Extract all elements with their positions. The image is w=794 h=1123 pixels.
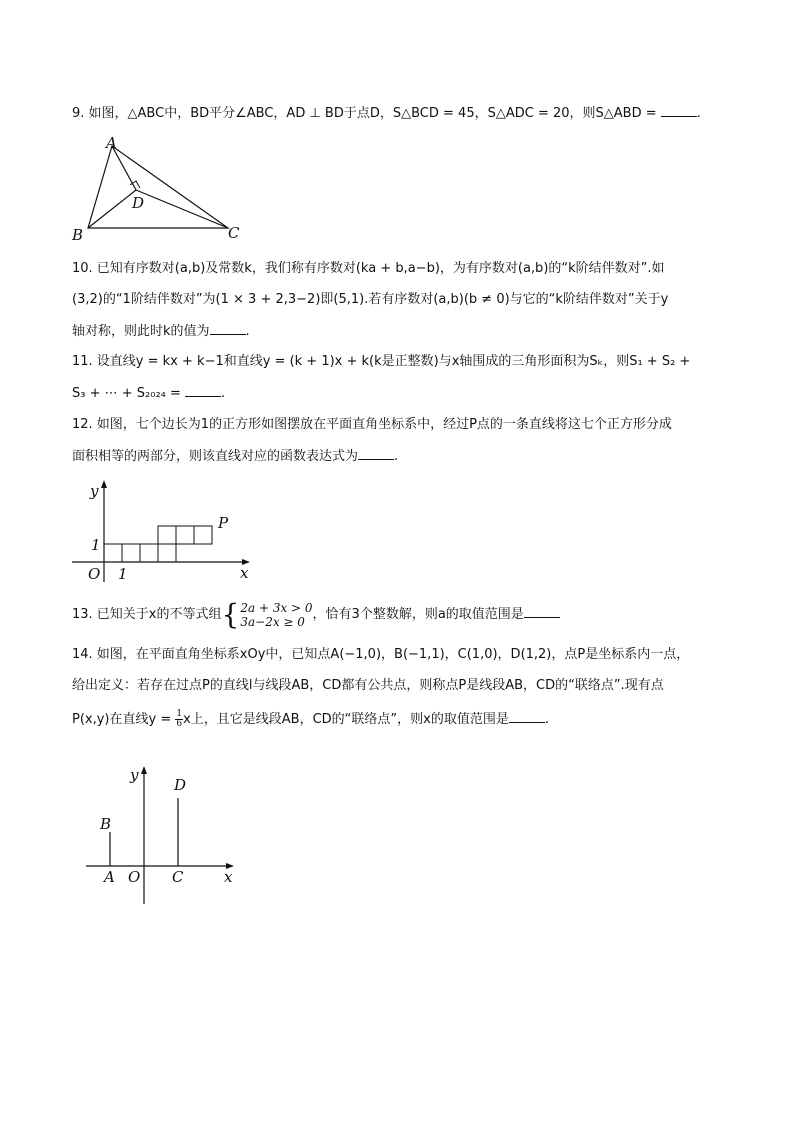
label-one-x: 1 <box>118 565 128 583</box>
q9-statement: 9. 如图，△ABC中，BD平分∠ABC，AD ⊥ BD于点D，S△BCD = 45，S△ADC = 20，则S△ABD = <box>72 106 661 121</box>
answer-blank <box>524 605 560 618</box>
y-axis-arrow <box>101 480 107 488</box>
fraction-one-sixth <box>175 710 183 729</box>
q13-prefix: 13. 已知关于x的不等式组 <box>72 607 222 622</box>
label-y: y <box>130 766 139 784</box>
inequality-2: 3a−2x ≥ 0 <box>240 614 305 629</box>
answer-blank <box>185 384 221 397</box>
q12-line2-text: 面积相等的两部分，则该直线对应的函数表达式为 <box>72 449 359 464</box>
q13-line <box>72 597 560 632</box>
label-p: P <box>218 514 229 532</box>
q14-line3-suffix: x上，且它是线段AB，CD的“联络点”，则x的取值范围是 <box>183 712 509 727</box>
label-x: x <box>224 868 233 886</box>
q10-line3-text: 轴对称，则此时k的值为 <box>72 324 210 339</box>
q10-line2: (3,2)的“1阶结伴数对”为(1 × 3 + 2,3−2)即(5,1).若有序数对(a,b)(b ≠ 0)与它的“k阶结伴数对”关于y <box>72 292 669 307</box>
triangle-abc <box>88 146 228 228</box>
square <box>140 544 158 562</box>
square <box>158 526 176 544</box>
answer-blank <box>210 322 246 335</box>
fraction-numerator: 1 <box>176 709 183 719</box>
label-d: D <box>132 194 145 212</box>
label-x: x <box>240 564 249 582</box>
inequality-system <box>240 601 312 629</box>
q10-line3 <box>72 322 250 341</box>
label-one-y: 1 <box>91 536 101 554</box>
label-y: y <box>90 482 99 500</box>
q11-line1: 11. 设直线y = kx + k−1和直线y = (k + 1)x + k(k是正整数)与x轴围成的三角形面积为Sₖ，则S₁ + S₂ + <box>72 354 691 369</box>
q9-triangle-figure <box>70 132 250 244</box>
inequality-1: 2a + 3x > 0 <box>240 600 313 615</box>
answer-blank <box>661 104 697 117</box>
fraction-denominator: 6 <box>176 719 183 729</box>
answer-blank <box>509 710 545 723</box>
answer-blank <box>358 447 394 460</box>
label-c: C <box>228 224 240 242</box>
q11-line2-text: S₃ + ⋯ + S₂₀₂₄ = <box>72 386 186 401</box>
label-a: A <box>104 868 115 886</box>
q12-line1: 12. 如图，七个边长为1的正方形如图摆放在平面直角坐标系中，经过P点的一条直线将这七个正方形分成 <box>72 417 672 432</box>
square <box>176 526 194 544</box>
segment-bd <box>88 190 136 228</box>
q12-period: . <box>394 449 399 464</box>
square <box>158 544 176 562</box>
q12-line2 <box>72 447 398 466</box>
label-c: C <box>172 868 184 886</box>
q11-period: . <box>221 386 226 401</box>
q10-line1: 10. 已知有序数对(a,b)及常数k，我们称有序数对(ka + b,a−b)，为有序数对(a,b)的“k阶结伴数对”.如 <box>72 261 665 276</box>
q9-text <box>72 104 701 123</box>
label-origin: O <box>88 565 101 583</box>
q14-line3-prefix: P(x,y)在直线y = <box>72 712 176 727</box>
q14-period: . <box>544 712 549 727</box>
q14-line1: 14. 如图，在平面直角坐标系xOy中，已知点A(−1,0)，B(−1,1)，C(1,0)，D(1,2)，点P是坐标系内一点， <box>72 647 690 662</box>
q13-suffix: ，恰有3个整数解，则a的取值范围是 <box>312 607 524 622</box>
label-origin: O <box>128 868 141 886</box>
label-b: B <box>72 226 84 244</box>
q12-squares-figure <box>70 478 260 584</box>
q10-period: . <box>245 324 250 339</box>
q11-line2 <box>72 384 225 403</box>
q14-line3 <box>72 708 549 732</box>
q9-period: . <box>696 106 701 121</box>
label-b: B <box>100 815 112 833</box>
square <box>194 526 212 544</box>
square <box>104 544 122 562</box>
square <box>122 544 140 562</box>
y-axis-arrow <box>141 766 147 774</box>
q14-line2: 给出定义：若存在过点P的直线l与线段AB，CD都有公共点，则称点P是线段AB，CD的“联络点”.现有点 <box>72 678 664 693</box>
brace-icon: { <box>221 597 240 631</box>
label-d: D <box>174 776 187 794</box>
label-a: A <box>106 134 117 152</box>
q14-coordinate-figure <box>80 762 240 910</box>
